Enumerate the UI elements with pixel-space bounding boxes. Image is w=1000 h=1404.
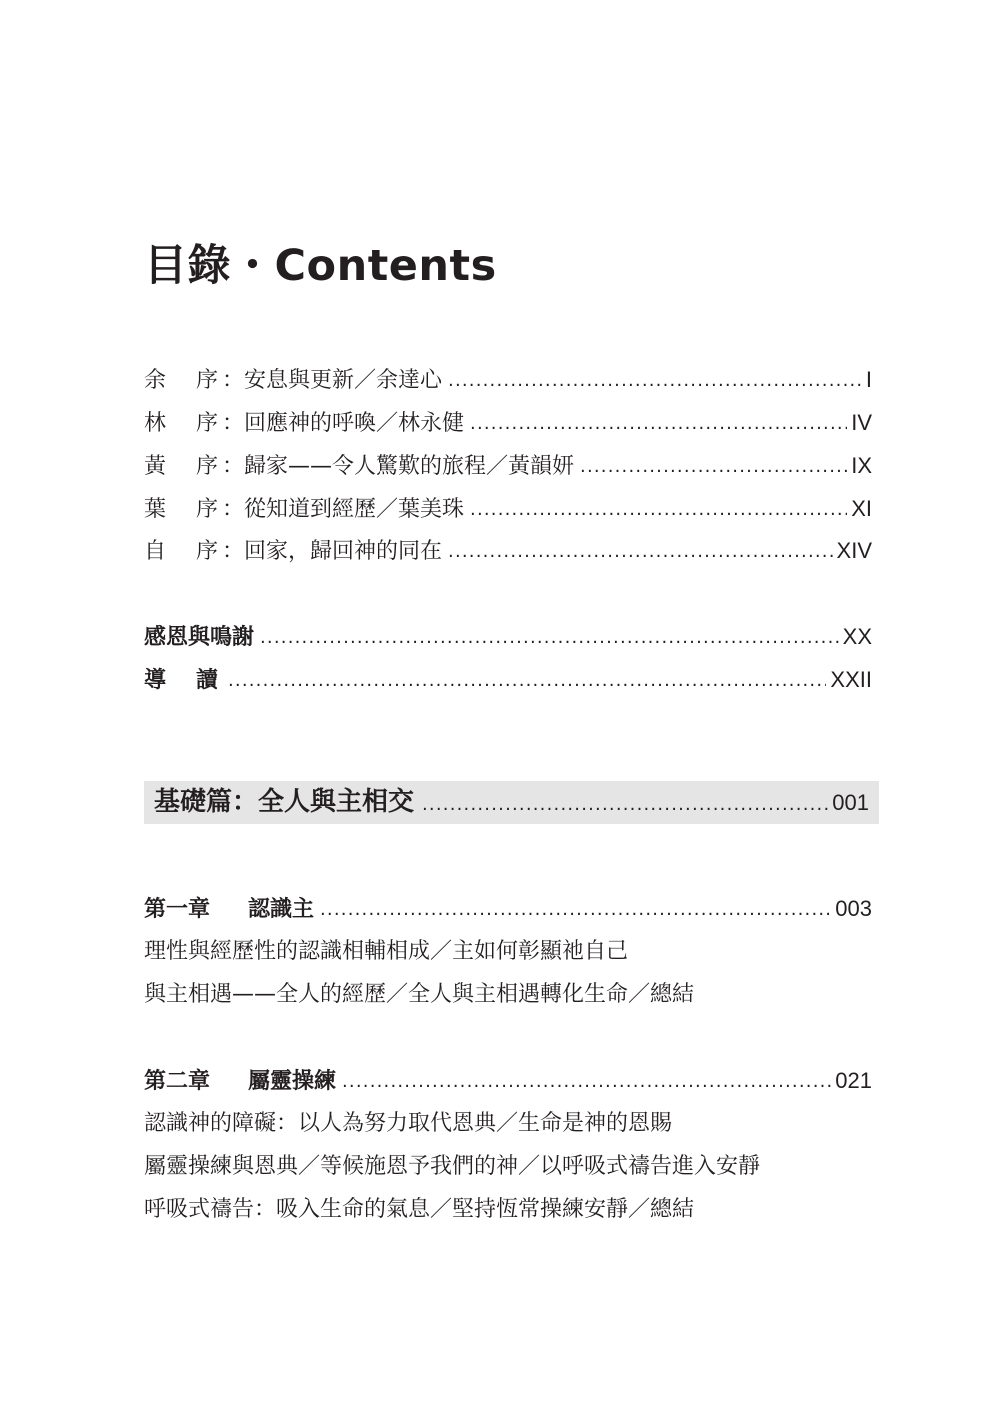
toc-page-number: 021 [835, 1068, 872, 1093]
toc-entry-preface[interactable] [144, 536, 872, 568]
toc-entry-label: 余 序 ：安息與更新／余達心 [144, 368, 443, 393]
toc-entry-chapter[interactable] [144, 1066, 872, 1098]
dot-leader [448, 536, 833, 567]
toc-entry-label: 林 序 ：回應神的呼喚／林永健 [144, 411, 465, 436]
chapter-subtopics: 屬靈操練與恩典／等候施恩予我們的神／以呼吸式禱告進入安靜 [144, 1154, 761, 1179]
toc-page-number: XXII [830, 667, 872, 692]
dot-leader [580, 451, 847, 482]
toc-entry-preface[interactable] [144, 451, 872, 483]
chapter-label: 第一章 認識主 [144, 897, 315, 922]
toc-page-number: 003 [835, 896, 872, 921]
toc-page-number: IV [851, 410, 872, 435]
dot-leader [260, 622, 839, 653]
toc-entry-introduction[interactable] [144, 665, 872, 697]
toc-entry-chapter[interactable] [144, 894, 872, 926]
toc-entry-preface[interactable] [144, 408, 872, 440]
toc-entry-label: 葉 序 ：從知道到經歷／葉美珠 [144, 497, 465, 522]
dot-leader [448, 365, 862, 396]
toc-entry-label: 自 序 ：回家，歸回神的同在 [144, 539, 443, 564]
toc-page-number: IX [851, 453, 872, 478]
section-label: 基礎篇：全人與主相交 [154, 787, 415, 817]
dot-leader [342, 1066, 831, 1097]
dot-leader [422, 786, 828, 824]
chapter-subtopics: 與主相遇——全人的經歷／全人與主相遇轉化生命／總結 [144, 982, 695, 1007]
toc-page-number: I [865, 367, 872, 392]
toc-page-number: XX [842, 624, 872, 649]
toc-entry-section[interactable] [154, 783, 869, 824]
dot-leader [228, 665, 826, 696]
toc-entry-label: 黃 序 ：歸家——令人驚歎的旅程／黃韻妍 [144, 454, 575, 479]
toc-entry-acknowledgements[interactable] [144, 622, 872, 654]
chapter-subtopics: 理性與經歷性的認識相輔相成／主如何彰顯祂自己 [144, 939, 629, 964]
chapter-subtopics: 呼吸式禱告：吸入生命的氣息／堅持恆常操練安靜／總結 [144, 1197, 695, 1222]
toc-entry-label: 導 讀 [144, 668, 219, 693]
chapter-subtopics: 認識神的障礙：以人為努力取代恩典／生命是神的恩賜 [144, 1111, 673, 1136]
toc-entry-preface[interactable] [144, 365, 872, 397]
dot-leader [470, 408, 847, 439]
toc-entry-preface[interactable] [144, 494, 872, 526]
dot-leader [320, 894, 831, 925]
dot-leader [470, 494, 847, 525]
toc-page-number: 001 [832, 790, 869, 815]
toc-entry-label: 感恩與鳴謝 [144, 625, 255, 650]
toc-page-number: XI [851, 496, 872, 521]
toc-page-number: XIV [836, 538, 872, 563]
chapter-label: 第二章 屬靈操練 [144, 1069, 337, 1094]
page-title: 目錄・Contents [144, 241, 497, 291]
